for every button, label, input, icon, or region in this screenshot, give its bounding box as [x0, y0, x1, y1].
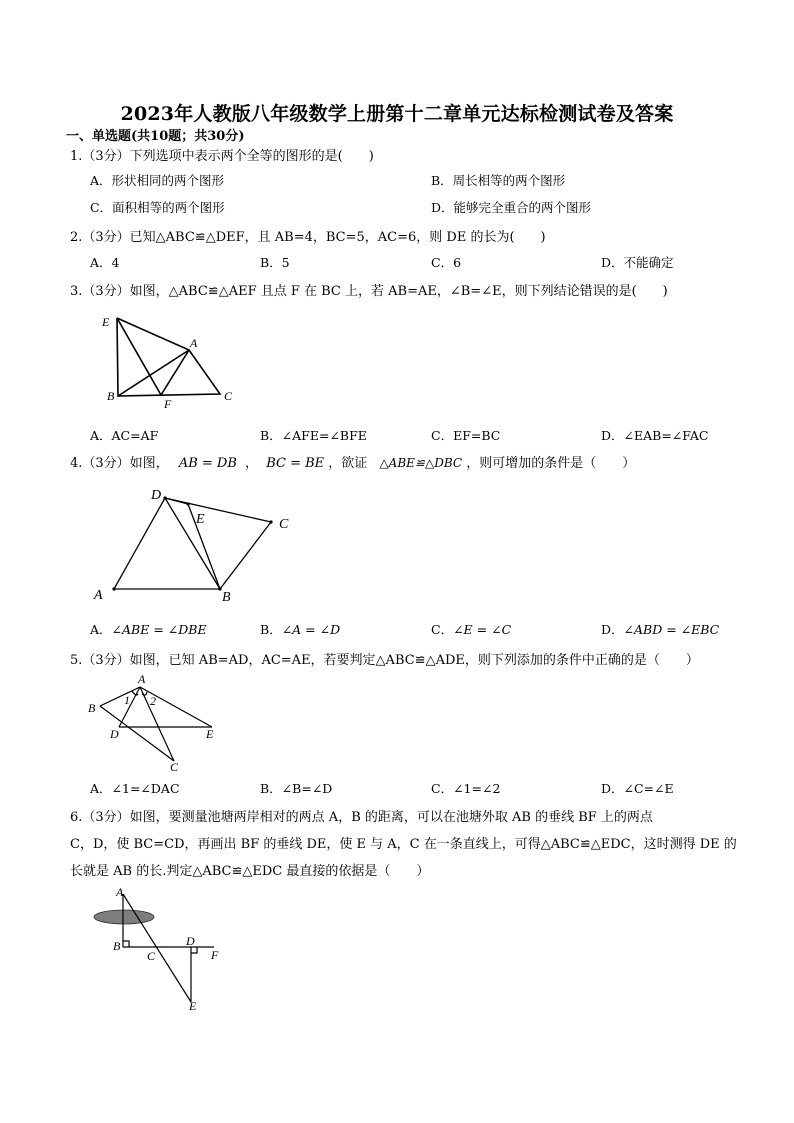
q4-option-b-text: ∠A = ∠D [281, 622, 341, 637]
q5-label-e: E [206, 727, 214, 741]
q3-label-a: A [190, 336, 198, 350]
q5-label-d: D [110, 727, 119, 741]
q6-line-ae [123, 894, 191, 1002]
q4-stem-prefix: 4.（3分）如图， [70, 456, 169, 471]
q1-option-a: A．形状相同的两个图形 [90, 173, 225, 188]
question-3-stem: 3.（3分）如图，△ABC≌△AEF 且点 F 在 BC 上，若 AB=AE，∠B=∠E，则下列结论错误的是( ) [70, 284, 668, 299]
q4-option-c-text: ∠E = ∠C [453, 622, 512, 637]
q5-option-b: B．∠B=∠D [260, 781, 333, 796]
q4-separator: ， [245, 456, 259, 471]
q6-label-b: B [113, 939, 121, 953]
q6-label-f: F [211, 948, 219, 962]
q4-option-b-letter: B． [260, 622, 282, 637]
q6-pond [94, 910, 154, 924]
q4-label-e: E [196, 512, 205, 527]
q2-option-a: A．4 [90, 255, 120, 270]
q5-label-b: B [88, 701, 96, 715]
q5-figure [84, 670, 224, 772]
q4-line-cb [220, 522, 271, 589]
q3-option-b: B．∠AFE=∠BFE [260, 428, 367, 443]
q5-line-ac [140, 687, 174, 761]
q4-stem-mid: ，欲证 [328, 456, 368, 471]
q6-label-d: D [186, 934, 195, 948]
q3-figure [92, 308, 252, 414]
q4-figure [88, 482, 298, 608]
q4-option-a-text: ∠ABE = ∠DBE [111, 622, 207, 637]
q5-option-a: A．∠1=∠DAC [90, 781, 180, 796]
q5-option-c: C．∠1=∠2 [431, 781, 501, 796]
question-4-stem [70, 452, 635, 471]
question-6-stem-line-2: C，D，使 BC=CD，再画出 BF 的垂线 DE，使 E 与 A，C 在一条直线上，可得△ABC≌△EDC，这时测得 DE 的 [70, 837, 737, 852]
q4-condition-2: BC = BE [266, 456, 325, 471]
q2-option-c: C．6 [431, 255, 462, 270]
q5-label-c: C [170, 760, 179, 772]
q4-label-b: B [222, 590, 231, 605]
q6-label-a: A [116, 885, 124, 899]
q3-option-a: A．AC=AF [90, 428, 159, 443]
q4-option-b [260, 620, 340, 638]
q6-label-e: E [189, 999, 197, 1013]
q4-stem-suffix: ，则可增加的条件是（ ） [466, 456, 636, 471]
q6-right-angle-b [123, 941, 129, 947]
q4-option-a [90, 620, 207, 638]
q5-line-ab [100, 687, 140, 706]
q4-condition-1: AB = DB [178, 456, 237, 471]
q3-line-af [161, 350, 189, 395]
q4-line-ad [114, 498, 165, 589]
q3-label-b: B [107, 389, 115, 403]
question-1-stem: 1.（3分）下列选项中表示两个全等的图形的是( ) [70, 149, 374, 164]
q3-line-ab [118, 350, 189, 396]
q1-option-d: D．能够完全重合的两个图形 [431, 200, 592, 215]
q4-option-c [431, 620, 511, 638]
q2-option-d: D．不能确定 [601, 255, 674, 270]
q4-label-a: A [94, 588, 103, 603]
q5-label-2: 2 [150, 694, 156, 708]
q1-option-b: B．周长相等的两个图形 [431, 173, 566, 188]
question-6-stem-line-1: 6.（3分）如图，要测量池塘两岸相对的两点 A，B 的距离，可以在池塘外取 AB 的垂线 BF 上的两点 [70, 810, 653, 825]
question-2-stem: 2.（3分）已知△ABC≌△DEF，且 AB=4，BC=5，AC=6，则 DE 的长为( ) [70, 230, 546, 245]
page-title: 2023年人教版八年级数学上册第十二章单元达标检测试卷及答案 [120, 103, 674, 125]
q4-option-d-letter: D． [601, 622, 624, 637]
q5-label-1: 1 [124, 693, 130, 707]
q6-figure [90, 884, 240, 1016]
q3-option-d: D．∠EAB=∠FAC [601, 428, 709, 443]
q3-label-c: C [224, 389, 233, 403]
q4-option-c-letter: C． [431, 622, 454, 637]
question-6-stem-line-3: 长就是 AB 的长.判定△ABC≌△EDC 最直接的依据是（ ） [70, 864, 430, 879]
q2-option-b: B．5 [260, 255, 290, 270]
q3-line-ef [117, 318, 161, 395]
q4-option-d [601, 620, 719, 638]
q3-option-c: C．EF=BC [431, 428, 501, 443]
q4-option-d-text: ∠ABD = ∠EBC [623, 622, 720, 637]
q1-option-c: C．面积相等的两个图形 [90, 200, 225, 215]
q4-condition-3: △ABE≌△DBC [379, 456, 463, 470]
q4-label-c: C [279, 517, 289, 532]
section-heading: 一、单选题(共10题；共30分) [66, 129, 245, 144]
q3-label-e: E [102, 315, 110, 329]
q4-option-a-letter: A． [90, 622, 112, 637]
q5-label-a: A [138, 672, 146, 686]
question-5-stem: 5.（3分）如图，已知 AB=AD，AC=AE，若要判定△ABC≌△ADE，则下列添加的条件中正确的是（ ） [70, 653, 699, 668]
q4-line-db [165, 498, 220, 589]
q6-label-c: C [147, 949, 156, 963]
q3-label-f: F [164, 397, 172, 411]
q4-label-d: D [151, 488, 162, 503]
q5-option-d: D．∠C=∠E [601, 781, 674, 796]
